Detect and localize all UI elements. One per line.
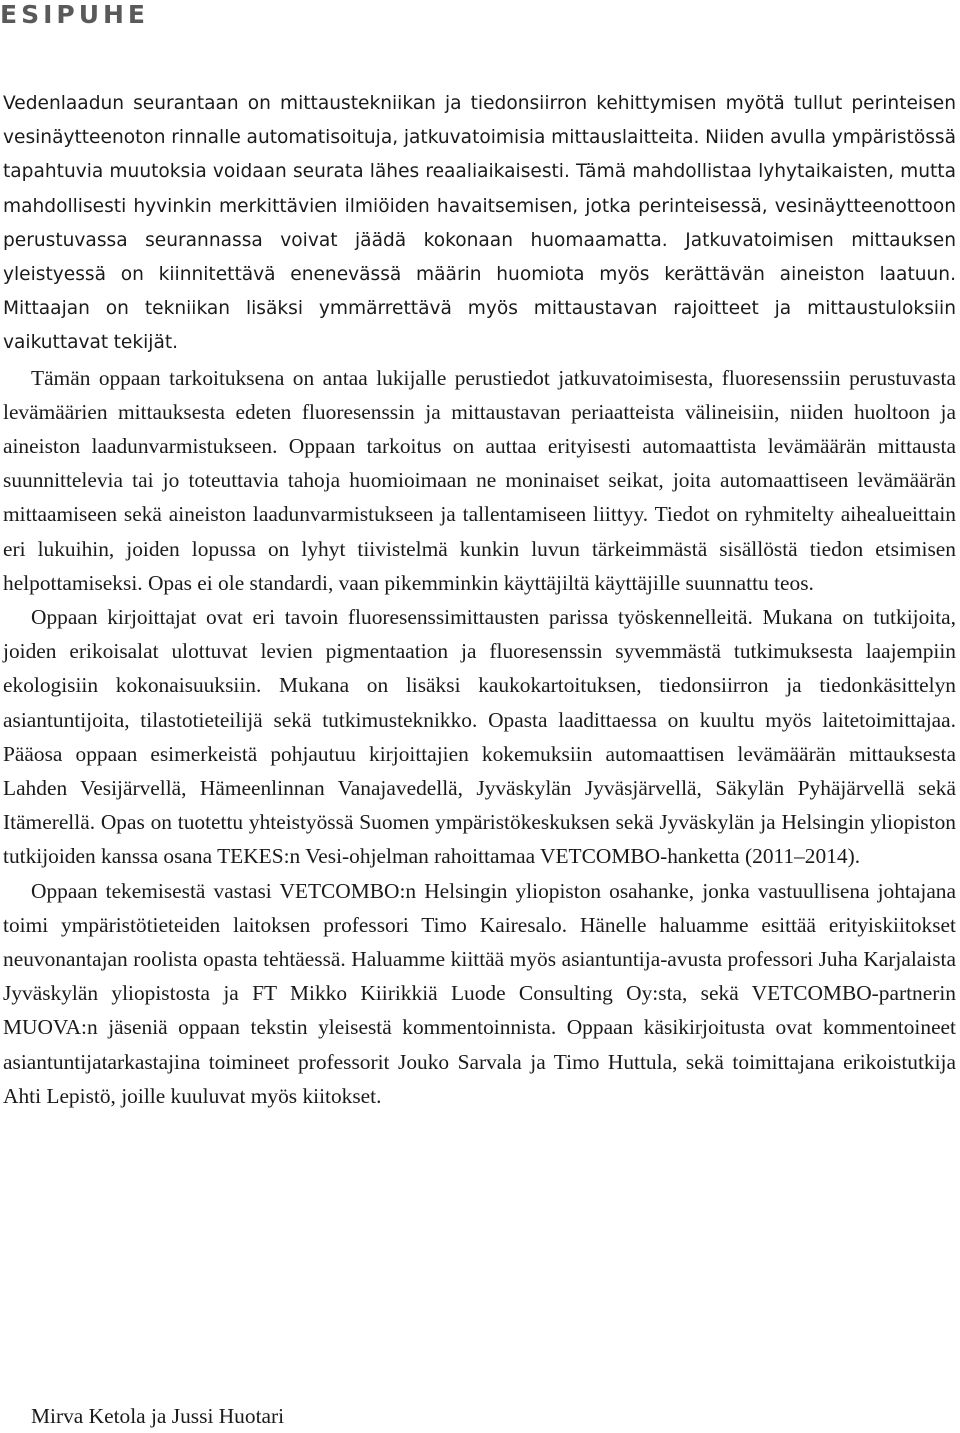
page-title: ESIPUHE bbox=[0, 0, 150, 29]
paragraph-4: Oppaan tekemisestä vastasi VETCOMBO:n Helsingin yliopiston osahanke, jonka vastuullisena johtajana toimi ympäristötieteiden laitoksen professori Timo Kairesalo. Hänelle haluamme esittää erityiskiitokset neuvonantajan roolista opasta tehtäessä. Haluamme kiittää myös asiantuntija-avusta professori Juha Karjalaista Jyväskylän yliopistosta ja FT Mikko Kiirikkiä Luode Consulting Oy:sta, sekä VETCOMBO-partnerin MUOVA:n jäseniä oppaan tekstin yleisestä kommentoinnista. Oppaan käsikirjoitusta ovat kommentoineet asiantuntijatarkastajina toimineet professorit Jouko Sarvala ja Timo Huttula, sekä toimittajana erikoistutkija Ahti Lepistö, joille kuuluvat myös kiitokset. bbox=[3, 878, 956, 1108]
preface-body bbox=[3, 87, 956, 1113]
paragraph-1: Vedenlaadun seurantaan on mittaustekniikan ja tiedonsiirron kehittymisen myötä tullut perinteisen vesinäytteenoton rinnalle automatisoituja, jatkuvatoimisia mittauslaitteita. Niiden avulla ympäristössä tapahtuvia muutoksia voidaan seurata lähes reaaliaikaisesti. Tämä mahdollistaa lyhytaikaisten, mutta mahdollisesti hyvinkin merkittävien ilmiöiden havaitsemisen, jotka perinteisessä, vesinäytteenottoon perustuvassa seurannassa voivat jäädä kokonaan huomaamatta. Jatkuvatoimisen mittauksen yleistyessä on kiinnitettävä enenevässä määrin huomiota myös kerättävän aineiston laatuun. Mittaajan on tekniikan lisäksi ymmärrettävä myös mittaustavan rajoitteet ja mittaustuloksiin vaikuttavat tekijät. bbox=[3, 93, 956, 354]
paragraph-2: Tämän oppaan tarkoituksena on antaa lukijalle perustiedot jatkuvatoimisesta, fluoresenssiin perustuvasta levämäärien mittauksesta edeten fluoresenssin ja mittaustavan periaatteista välineisiin, niiden huoltoon ja aineiston laadunvarmistukseen. Oppaan tarkoitus on auttaa erityisesti automaattista levämäärän mittausta suunnittelevia tai jo toteuttavia tahoja huomioimaan ne moninaiset seikat, joita automaattiseen levämäärän mittaamiseen sekä aineiston laadunvarmistukseen ja tallentamiseen liittyy. Tiedot on ryhmitelty aihealueittain eri lukuihin, joiden lopussa on lyhyt tiivistelmä kunkin luvun tärkeimmästä sisällöstä tiedon etsimisen helpottamiseksi. Opas ei ole standardi, vaan pikemminkin käyttäjiltä käyttäjille suunnattu teos. bbox=[3, 365, 956, 595]
paragraph-3: Oppaan kirjoittajat ovat eri tavoin fluoresenssimittausten parissa työskennelleitä. Mukana on tutkijoita, joiden erikoisalat ulottuvat levien pigmentaation ja fluoresenssin syvemmästä tutkimuksesta laajempiin ekologisiin kokonaisuuksiin. Mukana on lisäksi kaukokartoituksen, tiedonsiirron ja tiedonkäsittelyn asiantuntijoita, tilastotieteilijä sekä tutkimusteknikko. Opasta laadittaessa on kuultu myös laitetoimittajaa. Pääosa oppaan esimerkeistä pohjautuu kirjoittajien kokemuksiin automaattisen levämäärän mittauksesta Lahden Vesijärvellä, Hämeenlinnan Vanajavedellä, Jyväskylän Jyväsjärvellä, Säkylän Pyhäjärvellä sekä Itämerellä. Opas on tuotettu yhteistyössä Suomen ympäristökeskuksen sekä Jyväskylän ja Helsingin yliopiston tutkijoiden kanssa osana TEKES:n Vesi-ohjelman rahoittamaa VETCOMBO-hanketta (2011–2014). bbox=[3, 605, 956, 869]
signature: Mirva Ketola ja Jussi Huotari bbox=[31, 1404, 285, 1428]
